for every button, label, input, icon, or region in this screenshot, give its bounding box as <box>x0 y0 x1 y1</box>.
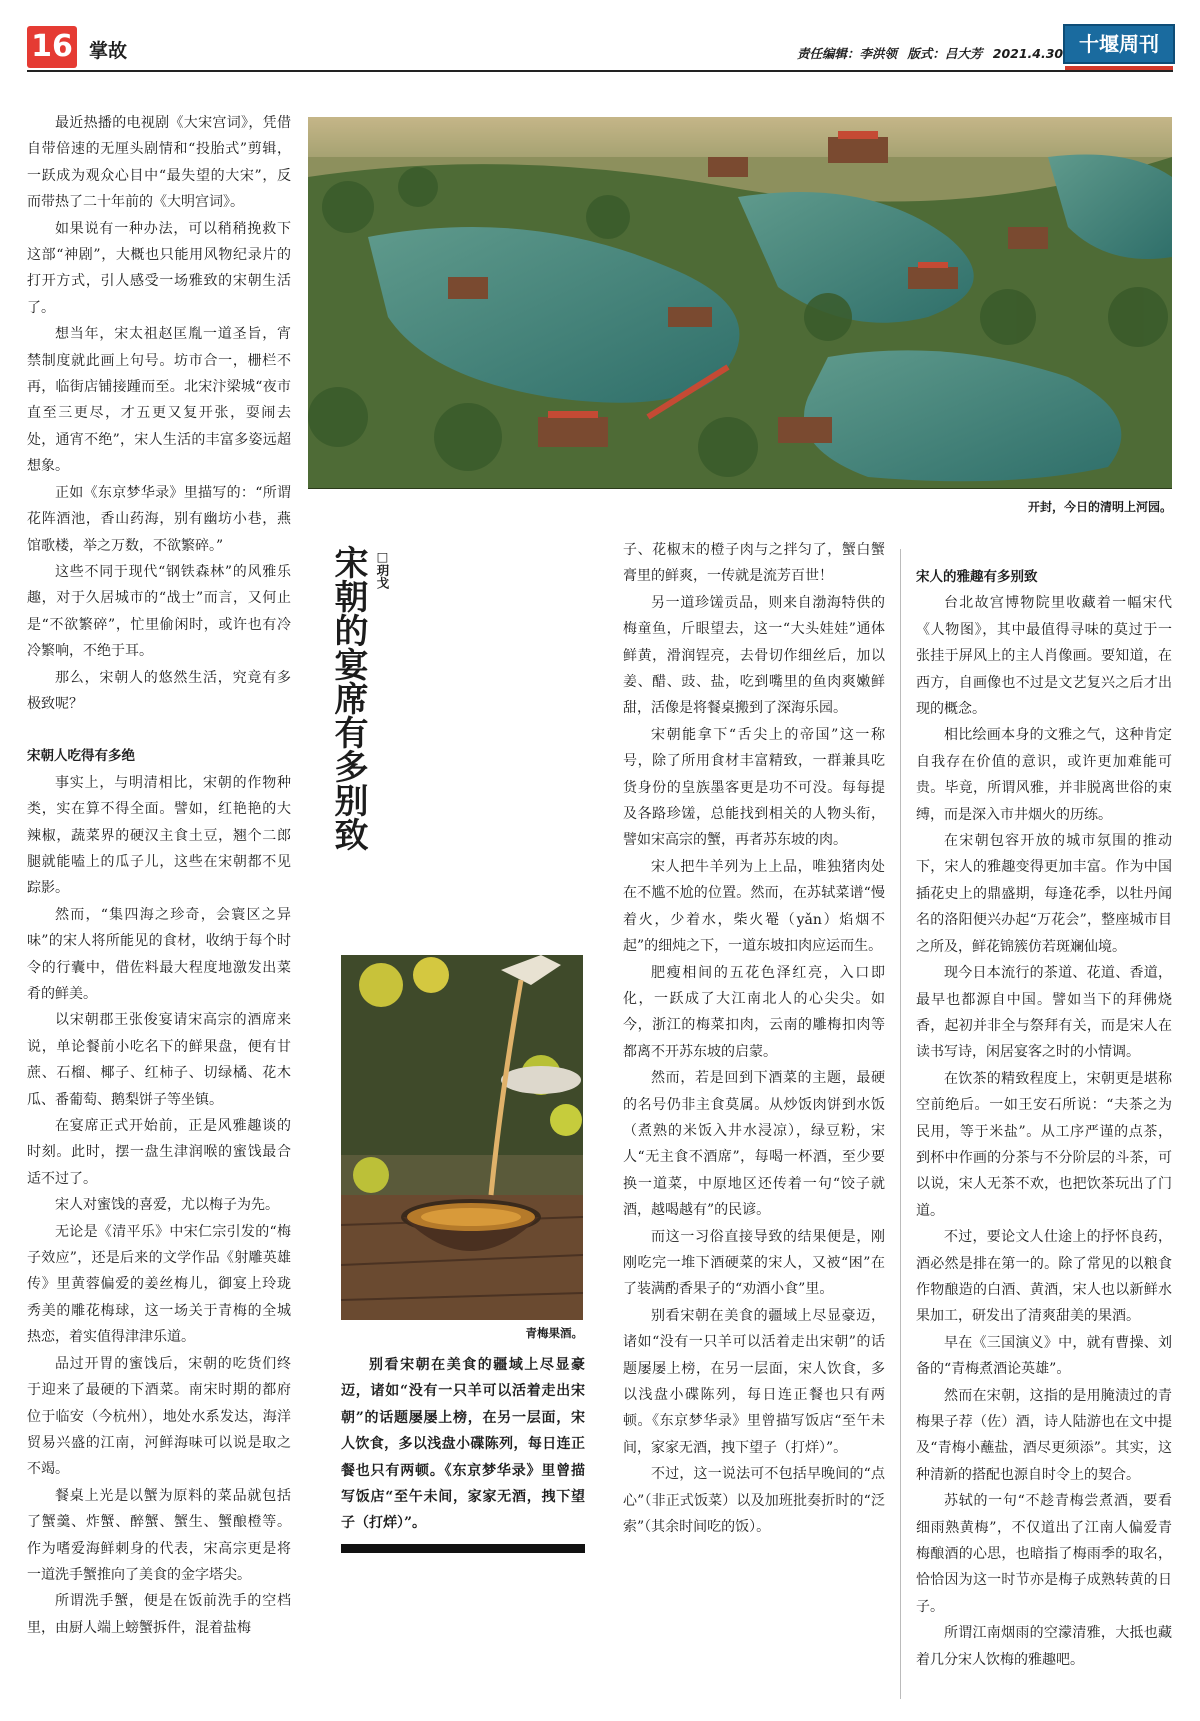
paragraph: 在宴席正式开始前，正是风雅趣谈的时刻。此时，摆一盘生津润喉的蜜饯最合适不过了。 <box>27 1118 291 1187</box>
article-column-4 <box>916 564 1172 1702</box>
paragraph: 别看宋朝在美食的疆域上尽显豪迈，诸如“没有一只羊可以活着走出宋朝”的话题屡屡上榜，在另一层面，宋人饮食，多以浅盘小碟陈列，每日连正餐也只有两顿。《东京梦华录》里曾描写饭店“至午未间，家家无酒，拽下望子（打烊）”。 <box>623 1307 885 1456</box>
paragraph: 不过，这一说法可不包括早晚间的“点心”（非正式饭菜）以及加班批奏折时的“泛索”（其余时间吃的饭）。 <box>623 1466 885 1536</box>
paragraph: 相比绘画本身的文雅之气，这种肯定自我存在价值的意识，或许更加难能可贵。毕竟，所谓风雅，并非脱离世俗的束缚，而是深入市井烟火的历练。 <box>916 727 1172 823</box>
paragraph: 肥瘦相间的五花色泽红亮，入口即化，一跃成了大江南北人的心尖尖。如今，浙江的梅菜扣肉，云南的雕梅扣肉等都离不开苏东坡的启蒙。 <box>623 964 885 1060</box>
paragraph: 子、花椒末的橙子肉与之拌匀了，蟹白蟹膏里的鲜爽，一传就是流芳百世！ <box>623 542 885 585</box>
paragraph: 这些不同于现代“钢铁森林”的风雅乐趣，对于久居城市的“战士”而言，又何止是“不欲繁碎”，忙里偷闲时，或许也有冷冷繁响，不绝于耳。 <box>27 563 291 660</box>
main-photo-qingming-park <box>308 117 1172 489</box>
pull-quote: 别看宋朝在美食的疆域上尽显豪迈，诸如“没有一只羊可以活着走出宋朝”的话题屡屡上榜，在另一层面，宋人饮食，多以浅盘小碟陈列，每日连正餐也只有两顿。《东京梦华录》里曾描写饭店“至午未间，家家无酒，拽下望子（打烊）”。 <box>341 1357 585 1532</box>
paragraph: 另一道珍馐贡品，则来自渤海特供的梅童鱼，斤眼望去，这一“大头娃娃”通体鲜黄，滑润锃亮，去骨切作细丝后，加以姜、醋、豉、盐，吃到嘴里的鱼肉爽嫩鲜甜，活像是将餐桌搬到了深海乐园。 <box>623 594 885 717</box>
designer-credit: 版式：吕大芳 <box>907 46 983 61</box>
paragraph: 最近热播的电视剧《大宋宫词》，凭借自带倍速的无厘头剧情和“投胎式”剪辑，一跃成为观众心目中“最失望的大宋”，反而带热了二十年前的《大明宫词》。 <box>27 115 291 211</box>
masthead-logo: 十堰周刊 <box>1063 24 1175 64</box>
paragraph: 现今日本流行的茶道、花道、香道，最早也都源自中国。譬如当下的拜佛烧香，起初并非全与祭拜有关，而是宋人在读书写诗，闲居宴客之时的小情调。 <box>916 965 1172 1061</box>
issue-date: 2021.4.30 <box>992 46 1064 61</box>
paragraph: 所谓洗手蟹，便是在饭前洗手的空档里，由厨人端上螃蟹拆件，混着盐梅 <box>27 1593 291 1636</box>
page-number: 16 <box>27 26 77 68</box>
column-divider <box>900 549 901 1699</box>
paragraph: 事实上，与明清相比，宋朝的作物种类，实在算不得全面。譬如，红艳艳的大辣椒，蔬菜界的硬汉主食土豆，翘个二郎腿就能嗑上的瓜子儿，这些在宋朝都不见踪影。 <box>27 774 291 897</box>
article-headline: 宋朝的宴席有多别致 <box>328 545 368 851</box>
paragraph: 如果说有一种办法，可以稍稍挽救下这部“神剧”，大概也只能用风物纪录片的打开方式，引人感受一场雅致的宋朝生活了。 <box>27 220 291 316</box>
paragraph: 台北故宫博物院里收藏着一幅宋代《人物图》，其中最值得寻味的莫过于一张挂于屏风上的主人肖像画。要知道，在西方，自画像也不过是文艺复兴之后才出现的概念。 <box>916 595 1172 718</box>
article-column-1 <box>27 110 291 1702</box>
paragraph: 宋人把牛羊列为上上品，唯独猪肉处在不尴不尬的位置。然而，在苏轼菜谱“慢着火，少着水，柴火罨（yǎn）焰烟不起”的细炖之下，一道东坡扣肉应运而生。 <box>623 858 885 955</box>
paragraph: 在宋朝包容开放的城市氛围的推动下，宋人的雅趣变得更加丰富。作为中国插花史上的鼎盛期，每逢花季，以牡丹闻名的洛阳便兴办起“万花会”，整座城市目之所及，鲜花锦簇仿若斑斓仙境。 <box>916 833 1172 955</box>
paragraph: 餐桌上光是以蟹为原料的菜品就包括了蟹羹、炸蟹、醉蟹、蟹生、蟹酿橙等。作为嗜爱海鲜刺身的代表，宋高宗更是将一道洗手蟹推向了美食的金字塔尖。 <box>27 1487 291 1583</box>
paragraph: 所谓江南烟雨的空濛清雅，大抵也藏着几分宋人饮梅的雅趣吧。 <box>916 1625 1172 1668</box>
editor-credit: 责任编辑：李洪领 <box>797 46 898 61</box>
subheading-elegance: 宋人的雅趣有多别致 <box>916 569 1038 585</box>
pull-quote-bar <box>341 1544 585 1553</box>
paragraph: 宋人对蜜饯的喜爱，尤以梅子为先。 <box>55 1197 279 1214</box>
paragraph: 在饮茶的精致程度上，宋朝更是堪称空前绝后。一如王安石所说：“夫茶之为民用，等于米盐”。从工序严谨的点茶，到杯中作画的分茶与不分阶层的斗茶，可以说，宋人无茶不欢，也把饮茶玩出了门道。 <box>916 1070 1172 1219</box>
paragraph: 然而，若是回到下酒菜的主题，最硬的名号仍非主食莫属。从炒饭肉饼到水饭（煮熟的米饭入井水浸凉），绿豆粉，宋人“无主食不酒席”，每喝一杯酒，至少要换一道菜，中原地区还传着一句“饺子就酒，越喝越有”的民谚。 <box>623 1070 885 1219</box>
paragraph: 正如《东京梦华录》里描写的：“所谓花阵酒池，香山药海，别有幽坊小巷，燕馆歌楼，举之万数，不欲繁碎。” <box>27 484 291 554</box>
plum-wine-photo <box>341 955 583 1320</box>
paragraph: 苏轼的一句“不趁青梅尝煮酒，要看细雨熟黄梅”，不仅道出了江南人偏爱青梅酿酒的心思，也暗指了梅雨季的取名，恰恰因为这一时节亦是梅子成熟转黄的日子。 <box>916 1493 1172 1615</box>
byline: □玥戈 <box>375 549 390 589</box>
paragraph: 那么，宋朝人的悠然生活，究竟有多极致呢？ <box>27 669 291 712</box>
paragraph: 无论是《清平乐》中宋仁宗引发的“梅子效应”，还是后来的文学作品《射雕英雄传》里黄蓉偏爱的姜丝梅儿，御宴上玲珑秀美的雕花梅球，这一场关于青梅的全城热恋，着实值得津津乐道。 <box>27 1223 291 1346</box>
paragraph: 不过，要论文人仕途上的抒怀良药，酒必然是排在第一的。除了常见的以粮食作物酿造的白酒、黄酒，宋人也以新鲜水果加工，研发出了清爽甜美的果酒。 <box>916 1229 1172 1325</box>
editorial-credits <box>797 44 1077 62</box>
page-header <box>27 24 1177 72</box>
paragraph: 早在《三国演义》中，就有曹操、刘备的“青梅煮酒论英雄”。 <box>916 1334 1172 1378</box>
paragraph: 想当年，宋太祖赵匡胤一道圣旨，宵禁制度就此画上句号。坊市合一，栅栏不再，临街店铺接踵而至。北宋汴梁城“夜市直至三更尽，才五更又复开张，耍闹去处，通宵不绝”，宋人生活的丰富多姿远超想象。 <box>27 326 291 475</box>
paragraph: 然而，“集四海之珍奇，会寰区之异味”的宋人将所能见的食材，收纳于每个时令的行囊中，借佐料最大程度地激发出菜肴的鲜美。 <box>27 906 291 1002</box>
paragraph: 以宋朝郡王张俊宴请宋高宗的酒席来说，单论餐前小吃名下的鲜果盘，便有甘蔗、石榴、椰子、红柿子、切绿橘、花木瓜、番葡萄、鹅梨饼子等坐镇。 <box>27 1012 291 1108</box>
paragraph: 宋朝能拿下“舌尖上的帝国”这一称号，除了所用食材丰富精致，一群兼具吃货身份的皇族墨客更是功不可没。每每提及各路珍馐，总能找到相关的人物头衔，譬如宋高宗的蟹，再者苏东坡的肉。 <box>623 726 885 849</box>
section-name: 掌故 <box>89 40 128 62</box>
paragraph: 而这一习俗直接导致的结果便是，刚刚吃完一堆下酒硬菜的宋人，又被“困”在了装满酌香果子的“劝酒小食”里。 <box>623 1228 885 1298</box>
paragraph: 然而在宋朝，这指的是用腌渍过的青梅果子荐（佐）酒，诗人陆游也在文中提及“青梅小蘸盐，酒尽更须添”。其实，这种清新的搭配也源自时令上的契合。 <box>916 1387 1172 1483</box>
subheading-food: 宋朝人吃得有多绝 <box>27 748 135 765</box>
paragraph: 品过开胃的蜜饯后，宋朝的吃货们终于迎来了最硬的下酒菜。南宋时期的都府位于临安（今杭州），地处水系发达，海洋贸易兴盛的江南，河鲜海味可以说是取之不竭。 <box>27 1355 291 1478</box>
plum-wine-caption: 青梅果酒。 <box>525 1326 583 1340</box>
main-photo-caption: 开封，今日的清明上河园。 <box>1027 500 1172 514</box>
header-rule <box>27 70 1173 72</box>
article-column-3 <box>623 537 885 1702</box>
